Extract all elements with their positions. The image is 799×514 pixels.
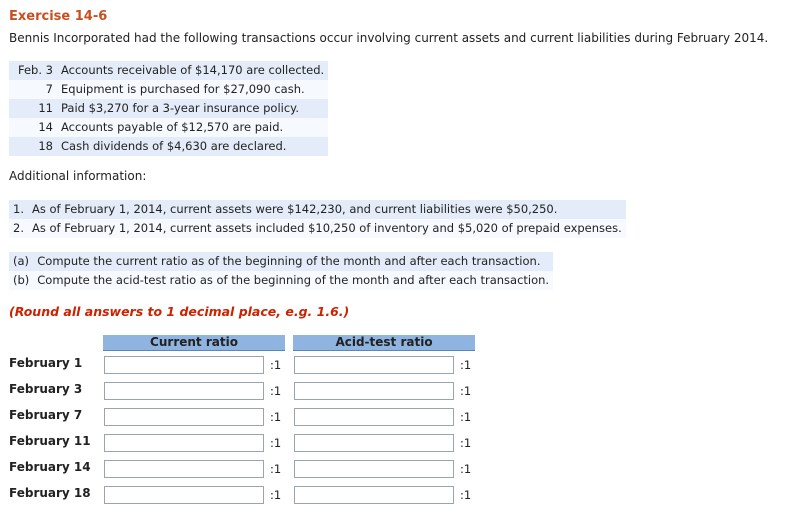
row-label-february-11: February 11: [9, 434, 91, 448]
part-row: [9, 252, 553, 271]
exercise-title: Exercise 14-6: [9, 9, 108, 24]
part-label: (b): [9, 271, 33, 290]
acid-test-input-february-1[interactable]: [294, 356, 454, 374]
row-label-february-3: February 3: [9, 382, 83, 396]
additional-info-label: Additional information:: [9, 169, 147, 183]
note-row: [9, 219, 626, 238]
transaction-row: [9, 80, 328, 99]
transaction-text: Accounts receivable of $14,170 are collected.: [57, 61, 328, 80]
note-text: As of February 1, 2014, current assets included $10,250 of inventory and $5,020 of prepaid expenses.: [28, 219, 626, 238]
row-label-february-14: February 14: [9, 460, 91, 474]
transactions-table: [9, 61, 328, 156]
ratio-suffix: :1: [270, 462, 282, 476]
rounding-instruction: (Round all answers to 1 decimal place, e.g. 1.6.): [9, 304, 350, 319]
ratio-suffix: :1: [270, 488, 282, 502]
notes-table: [9, 200, 626, 238]
note-number: 2.: [9, 219, 28, 238]
transaction-row: [9, 118, 328, 137]
ratio-suffix: :1: [460, 462, 472, 476]
row-label-february-7: February 7: [9, 408, 83, 422]
ratio-suffix: :1: [460, 358, 472, 372]
current-ratio-input-february-7[interactable]: [104, 408, 264, 426]
transaction-date: Feb. 3: [9, 61, 57, 80]
transaction-date: 14: [9, 118, 57, 137]
transaction-row: [9, 61, 328, 80]
transaction-text: Accounts payable of $12,570 are paid.: [57, 118, 328, 137]
part-text: Compute the acid-test ratio as of the beginning of the month and after each transaction.: [33, 271, 553, 290]
row-label-february-1: February 1: [9, 356, 83, 370]
part-text: Compute the current ratio as of the beginning of the month and after each transaction.: [33, 252, 553, 271]
current-ratio-input-february-11[interactable]: [104, 434, 264, 452]
transaction-text: Cash dividends of $4,630 are declared.: [57, 137, 328, 156]
acid-test-input-february-7[interactable]: [294, 408, 454, 426]
note-number: 1.: [9, 200, 28, 219]
ratio-suffix: :1: [460, 410, 472, 424]
transaction-text: Paid $3,270 for a 3-year insurance policy.: [57, 99, 328, 118]
transaction-date: 11: [9, 99, 57, 118]
current-ratio-input-february-18[interactable]: [104, 486, 264, 504]
note-row: [9, 200, 626, 219]
acid-test-input-february-3[interactable]: [294, 382, 454, 400]
ratio-suffix: :1: [270, 384, 282, 398]
ratio-suffix: :1: [270, 436, 282, 450]
current-ratio-input-february-1[interactable]: [104, 356, 264, 374]
parts-table: [9, 252, 553, 290]
current-ratio-input-february-14[interactable]: [104, 460, 264, 478]
ratio-suffix: :1: [270, 410, 282, 424]
acid-test-input-february-18[interactable]: [294, 486, 454, 504]
current-ratio-input-february-3[interactable]: [104, 382, 264, 400]
part-row: [9, 271, 553, 290]
intro-text: Bennis Incorporated had the following transactions occur involving current assets and current liabilities during February 2014.: [9, 31, 769, 45]
acid-test-input-february-11[interactable]: [294, 434, 454, 452]
ratio-suffix: :1: [460, 384, 472, 398]
part-label: (a): [9, 252, 33, 271]
transaction-date: 18: [9, 137, 57, 156]
ratio-suffix: :1: [460, 436, 472, 450]
transaction-row: [9, 137, 328, 156]
row-label-february-18: February 18: [9, 486, 91, 500]
ratio-suffix: :1: [270, 358, 282, 372]
transaction-date: 7: [9, 80, 57, 99]
current-ratio-header: Current ratio: [103, 335, 285, 351]
acid-test-ratio-header: Acid-test ratio: [293, 335, 475, 351]
note-text: As of February 1, 2014, current assets were $142,230, and current liabilities were $50,250.: [28, 200, 626, 219]
acid-test-input-february-14[interactable]: [294, 460, 454, 478]
transaction-text: Equipment is purchased for $27,090 cash.: [57, 80, 328, 99]
transaction-row: [9, 99, 328, 118]
ratio-suffix: :1: [460, 488, 472, 502]
